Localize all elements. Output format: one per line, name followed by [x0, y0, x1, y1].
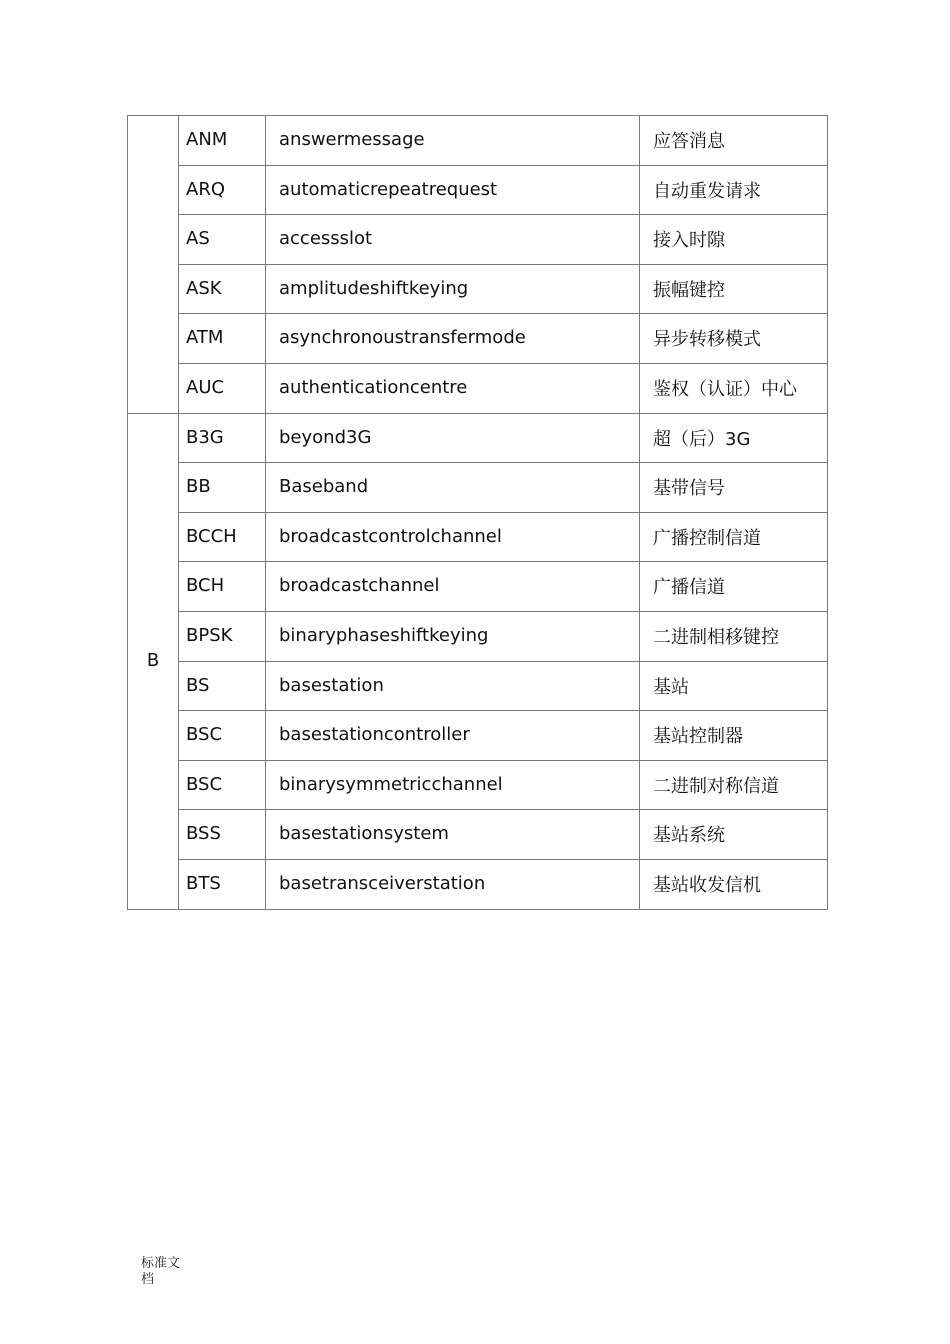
abbreviation-text: BCH [186, 575, 225, 597]
english-term-cell [266, 859, 640, 909]
abbreviation-text: BTS [186, 872, 221, 894]
page-footer: 标准文档 [141, 1256, 181, 1287]
english-term-text: basetransceiverstation [279, 872, 486, 894]
chinese-term-text: 接入时隙 [653, 230, 725, 252]
english-term-text: basestationcontroller [279, 724, 470, 746]
english-term-text: broadcastchannel [279, 575, 440, 597]
chinese-term-text: 广播控制信道 [653, 527, 761, 549]
english-term-cell [266, 562, 640, 612]
abbreviation-cell [179, 215, 266, 265]
abbreviation-text: BSC [186, 773, 223, 795]
group-letter-cell [128, 116, 179, 414]
abbreviation-cell [179, 512, 266, 562]
chinese-term-cell [640, 363, 828, 413]
abbreviation-cell [179, 463, 266, 513]
abbreviation-cell [179, 264, 266, 314]
abbreviation-text: ASK [186, 277, 222, 299]
chinese-term-text: 超（后）3G [653, 428, 751, 450]
table-row [128, 314, 828, 364]
english-term-text: accessslot [279, 228, 373, 250]
abbreviation-text: AS [186, 228, 210, 250]
table-row [128, 810, 828, 860]
abbreviation-cell [179, 314, 266, 364]
table-row [128, 512, 828, 562]
chinese-term-text: 异步转移模式 [653, 329, 761, 351]
abbreviation-cell [179, 363, 266, 413]
english-term-text: answermessage [279, 129, 425, 150]
abbreviation-text: BS [186, 674, 210, 696]
chinese-term-cell [640, 215, 828, 265]
table-row [128, 116, 828, 166]
group-letter-cell: B [128, 413, 179, 909]
chinese-term-cell [640, 711, 828, 761]
chinese-term-cell [640, 116, 828, 166]
abbreviation-cell [179, 165, 266, 215]
chinese-term-cell [640, 463, 828, 513]
table-row [128, 562, 828, 612]
english-term-text: automaticrepeatrequest [279, 178, 498, 200]
english-term-cell [266, 810, 640, 860]
chinese-term-cell [640, 413, 828, 463]
table-row [128, 413, 828, 463]
english-term-cell [266, 165, 640, 215]
english-term-cell [266, 215, 640, 265]
chinese-term-cell [640, 859, 828, 909]
english-term-cell [266, 116, 640, 166]
abbreviation-text: B3G [186, 426, 224, 448]
chinese-term-cell [640, 314, 828, 364]
english-term-cell [266, 314, 640, 364]
abbreviation-text: ANM [186, 129, 228, 150]
abbreviation-text: BPSK [186, 624, 233, 646]
abbreviation-text: BCCH [186, 525, 237, 547]
glossary-body [128, 116, 828, 910]
english-term-cell [266, 512, 640, 562]
chinese-term-cell [640, 760, 828, 810]
chinese-term-text: 基站控制器 [653, 726, 743, 748]
table-row [128, 264, 828, 314]
abbreviation-text: ATM [186, 327, 224, 349]
abbreviation-cell [179, 760, 266, 810]
chinese-term-cell [640, 562, 828, 612]
abbreviation-cell [179, 711, 266, 761]
abbreviation-text: AUC [186, 376, 225, 398]
chinese-term-text: 基站 [653, 676, 689, 698]
chinese-term-cell [640, 661, 828, 711]
english-term-text: binarysymmetricchannel [279, 773, 503, 795]
chinese-term-cell [640, 165, 828, 215]
table-row [128, 711, 828, 761]
chinese-term-text: 基站收发信机 [653, 874, 761, 896]
abbreviation-cell [179, 116, 266, 166]
chinese-term-text: 二进制相移键控 [653, 626, 779, 648]
english-term-cell [266, 661, 640, 711]
abbreviation-text: BB [186, 476, 211, 498]
english-term-cell [266, 413, 640, 463]
english-term-text: amplitudeshiftkeying [279, 277, 469, 299]
english-term-text: Baseband [279, 476, 369, 498]
english-term-cell [266, 463, 640, 513]
table-row [128, 165, 828, 215]
abbreviation-text: BSS [186, 823, 221, 845]
english-term-text: broadcastcontrolchannel [279, 525, 502, 547]
table-row [128, 661, 828, 711]
chinese-term-text: 基站系统 [653, 825, 725, 847]
abbreviation-cell [179, 810, 266, 860]
table-row [128, 463, 828, 513]
chinese-term-cell [640, 264, 828, 314]
english-term-cell [266, 264, 640, 314]
abbreviation-text: ARQ [186, 178, 225, 200]
table-row [128, 611, 828, 661]
chinese-term-text: 鉴权（认证）中心 [653, 378, 797, 400]
chinese-term-text: 振幅键控 [653, 279, 725, 301]
table-row [128, 760, 828, 810]
glossary-table [127, 115, 828, 910]
english-term-cell [266, 363, 640, 413]
abbreviation-cell [179, 661, 266, 711]
english-term-text: basestationsystem [279, 823, 449, 845]
abbreviation-text: BSC [186, 724, 223, 746]
chinese-term-text: 广播信道 [653, 577, 725, 599]
english-term-cell [266, 711, 640, 761]
abbreviation-cell [179, 859, 266, 909]
english-term-cell [266, 760, 640, 810]
english-term-text: basestation [279, 674, 384, 696]
english-term-text: beyond3G [279, 426, 372, 448]
chinese-term-cell [640, 512, 828, 562]
chinese-term-text: 自动重发请求 [653, 180, 761, 202]
chinese-term-text: 应答消息 [653, 131, 725, 152]
english-term-text: binaryphaseshiftkeying [279, 624, 489, 646]
chinese-term-cell [640, 810, 828, 860]
table-row [128, 215, 828, 265]
english-term-cell [266, 611, 640, 661]
chinese-term-cell [640, 611, 828, 661]
chinese-term-text: 基带信号 [653, 478, 725, 500]
table-row [128, 363, 828, 413]
english-term-text: asynchronoustransfermode [279, 327, 526, 349]
abbreviation-cell [179, 611, 266, 661]
abbreviation-cell [179, 413, 266, 463]
abbreviation-cell [179, 562, 266, 612]
table-row [128, 859, 828, 909]
english-term-text: authenticationcentre [279, 376, 468, 398]
chinese-term-text: 二进制对称信道 [653, 775, 779, 797]
